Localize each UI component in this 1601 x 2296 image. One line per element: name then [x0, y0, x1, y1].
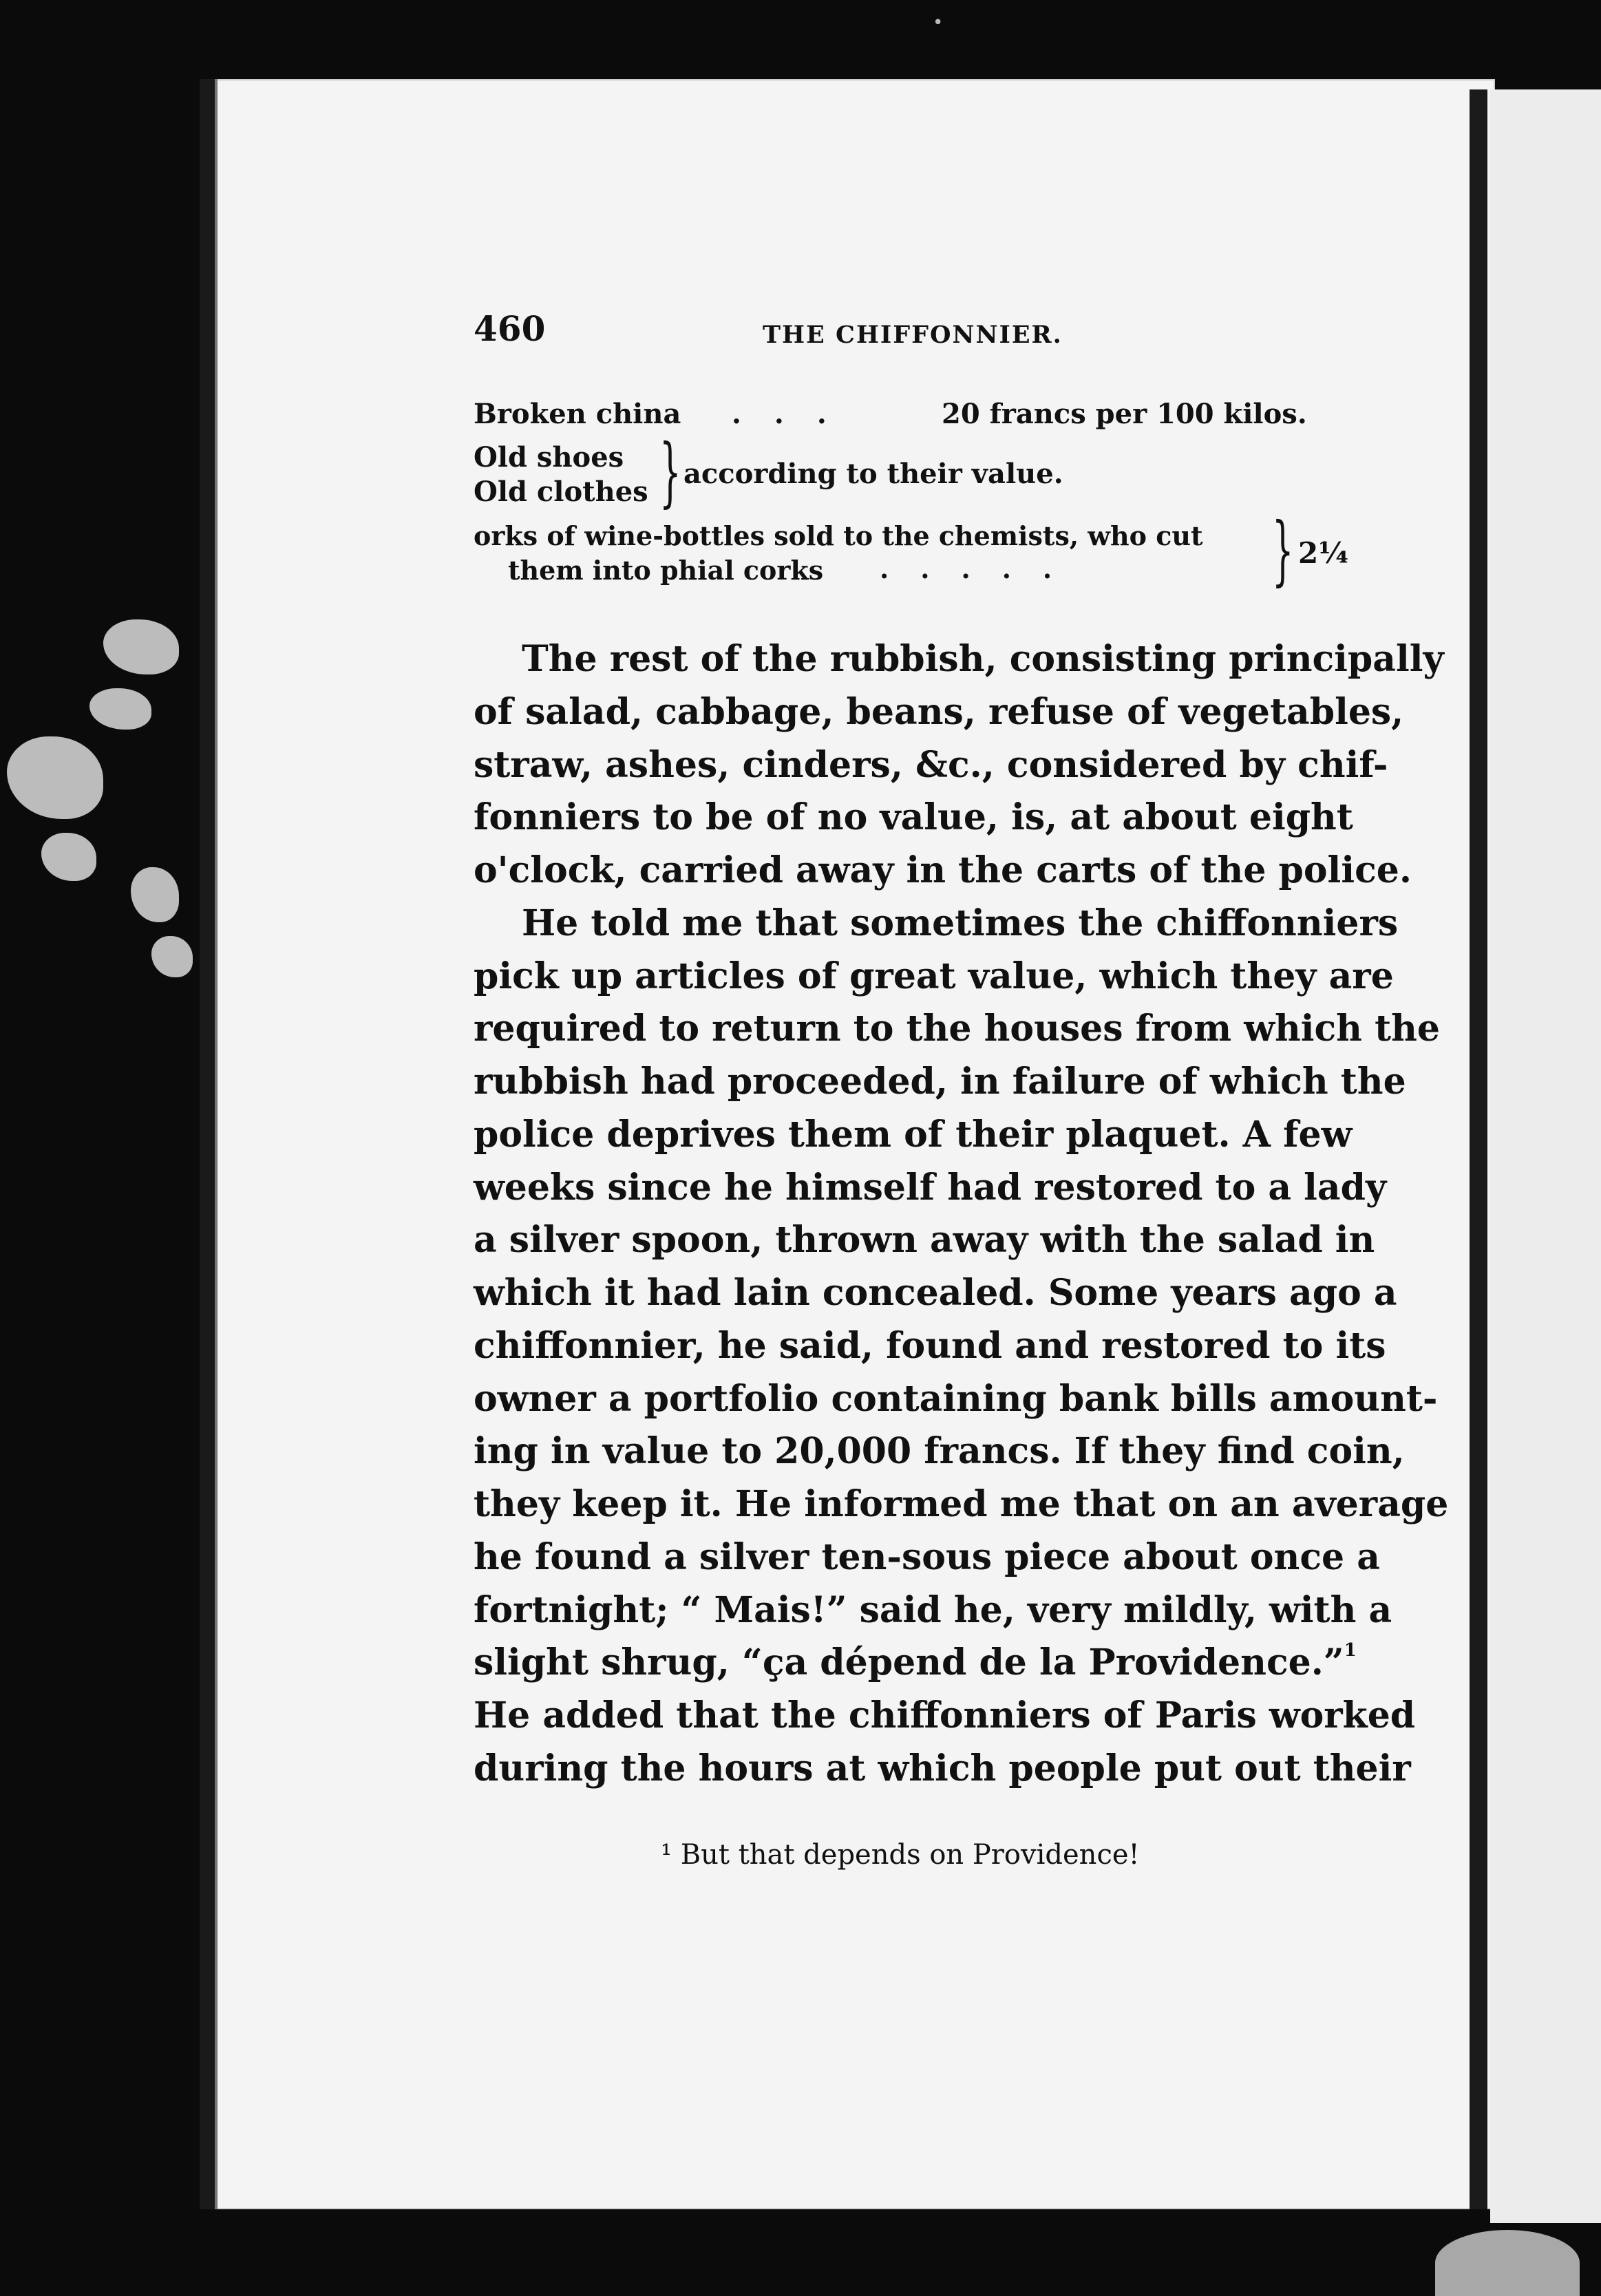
item-price: 20 francs per 100 kilos. [942, 398, 1307, 430]
footnote: ¹ But that depends on Providence! [661, 1839, 1140, 1871]
text-line: chiffonnier, he said, found and restored to its [474, 1324, 1386, 1367]
text-line: police deprives them of their plaquet. A few [474, 1113, 1353, 1156]
price-row-corks [474, 506, 1349, 594]
text-line: weeks since he himself had restored to a lady [474, 1166, 1387, 1209]
leader-dots: ..... [880, 553, 1084, 584]
page-number: 460 [474, 308, 546, 349]
grouped-items [474, 440, 648, 509]
running-head [474, 308, 1334, 357]
item-label-line: them into phial corks [508, 555, 824, 586]
scan-mark: • [933, 12, 944, 33]
text-line: they keep it. He informed me that on an average [474, 1483, 1449, 1525]
text-line: of salad, cabbage, beans, refuse of vegetables, [474, 690, 1404, 733]
text-line: a silver spoon, thrown away with the salad in [474, 1219, 1375, 1262]
running-title: THE CHIFFONNIER. [763, 321, 1063, 349]
leader-dots: ... [732, 398, 860, 430]
text-line: o'clock, carried away in the carts of the police. [474, 849, 1412, 891]
page-gutter [1470, 89, 1487, 2209]
item-label [474, 519, 1203, 588]
item-price: according to their value. [683, 458, 1063, 490]
text-line: he found a silver ten-sous piece about once a [474, 1535, 1380, 1578]
item-price: 2¼ [1298, 536, 1349, 570]
item-label: Old clothes [474, 476, 648, 508]
text-line: pick up articles of great value, which they are [474, 955, 1394, 997]
brace: } [1272, 506, 1294, 594]
text-line: He added that the chiffonniers of Paris worked [474, 1694, 1416, 1736]
brace: } [659, 427, 681, 515]
item-label-line: orks of wine-bottles sold to the chemists, who cut [474, 520, 1203, 551]
text-line: during the hours at which people put out their [474, 1747, 1411, 1789]
body-text [474, 633, 1449, 1796]
scan-blemish [1435, 2230, 1580, 2296]
price-row-china [474, 398, 1341, 432]
text-line: required to return to the houses from which the [474, 1008, 1440, 1050]
text-line: The rest of the rubbish, consisting principally [522, 638, 1444, 680]
text-line: fortnight; “ Mais!” said he, very mildly, with a [474, 1588, 1392, 1631]
text-line: straw, ashes, cinders, &c., considered by chif- [474, 743, 1388, 786]
item-label: Broken china [474, 398, 681, 430]
item-label: Old shoes [474, 441, 624, 474]
text-line: fonniers to be of no value, is, at about eight [474, 796, 1353, 839]
text-line: which it had lain concealed. Some years ago a [474, 1272, 1397, 1314]
text-line: rubbish had proceeded, in failure of which the [474, 1061, 1406, 1103]
scan-specks [0, 619, 206, 1005]
text-line: ing in value to 20,000 francs. If they find coin, [474, 1430, 1405, 1473]
text-line: slight shrug, “ça dépend de la Providence.” [474, 1641, 1344, 1684]
price-row-shoes-clothes [474, 427, 1341, 515]
text-line: owner a portfolio containing bank bills amount- [474, 1377, 1438, 1420]
footnote-marker: 1 [1344, 1640, 1357, 1661]
facing-page-edge [1490, 89, 1601, 2223]
text-line-with-footnote [474, 1637, 1357, 1690]
text-line: He told me that sometimes the chiffonniers [522, 902, 1399, 944]
